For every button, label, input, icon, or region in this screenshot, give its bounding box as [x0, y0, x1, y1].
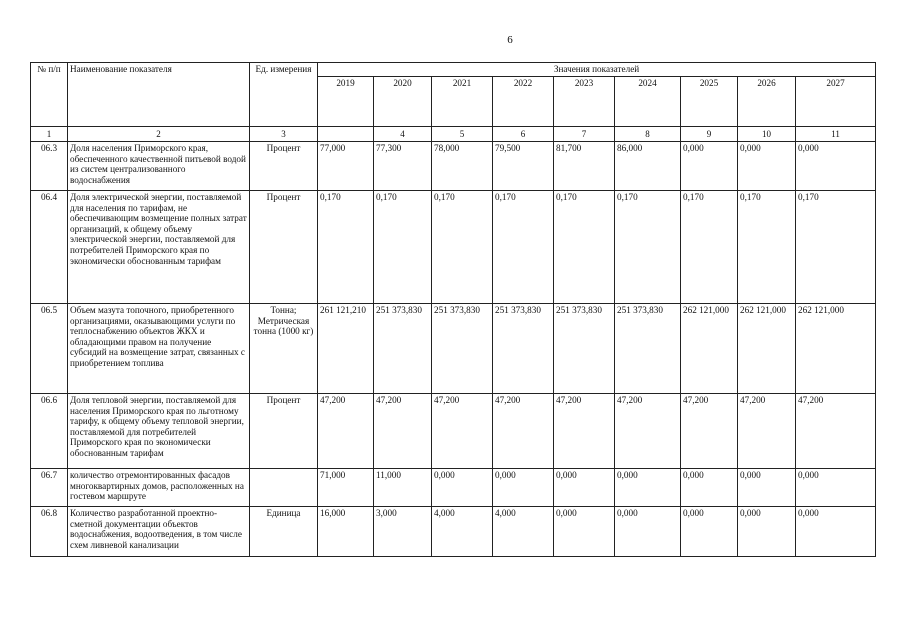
header-num: № п/п — [31, 63, 68, 127]
row-value: 0,000 — [493, 469, 554, 507]
row-value: 77,000 — [318, 142, 374, 191]
row-value: 0,000 — [432, 469, 493, 507]
row-name: Доля тепловой энергии, поставляемой для населения Приморского края по льготному тарифу, к общему объему тепловой энергии, поставляемой для потребителей Приморского края по экономически обоснованным тарифам — [68, 394, 250, 469]
column-index: 7 — [554, 127, 615, 142]
row-value: 0,170 — [615, 191, 681, 304]
header-year: 2025 — [681, 77, 738, 127]
row-value: 251 373,830 — [493, 304, 554, 394]
column-index: 4 — [374, 127, 432, 142]
row-value: 0,000 — [681, 507, 738, 557]
row-value: 71,000 — [318, 469, 374, 507]
row-value: 77,300 — [374, 142, 432, 191]
column-index: 6 — [493, 127, 554, 142]
header-year: 2024 — [615, 77, 681, 127]
column-index: 9 — [681, 127, 738, 142]
header-year: 2023 — [554, 77, 615, 127]
header-name: Наименование показателя — [68, 63, 250, 127]
row-value: 0,170 — [493, 191, 554, 304]
header-year: 2020 — [374, 77, 432, 127]
header-year: 2022 — [493, 77, 554, 127]
table-row — [31, 394, 876, 469]
row-value: 0,170 — [554, 191, 615, 304]
row-name: Доля населения Приморского края, обеспеченного качественной питьевой водой из систем централизованного водоснабжения — [68, 142, 250, 191]
row-value: 0,000 — [738, 507, 796, 557]
header-year: 2026 — [738, 77, 796, 127]
row-code: 06.8 — [31, 507, 68, 557]
row-value: 86,000 — [615, 142, 681, 191]
row-value: 0,000 — [738, 469, 796, 507]
row-value: 0,170 — [681, 191, 738, 304]
table-row — [31, 191, 876, 304]
column-index: 1 — [31, 127, 68, 142]
row-code: 06.6 — [31, 394, 68, 469]
row-name: Доля электрической энергии, поставляемой для населения по тарифам, не обеспечивающим возмещение полных затрат организаций, к общему объему электрической энергии, поставляемой для потребителей Приморского края по экономически обоснованным тарифам — [68, 191, 250, 304]
row-value: 47,200 — [738, 394, 796, 469]
row-code: 06.3 — [31, 142, 68, 191]
row-unit: Тонна; Метрическая тонна (1000 кг) — [250, 304, 318, 394]
row-value: 262 121,000 — [738, 304, 796, 394]
table-row — [31, 507, 876, 557]
row-value: 0,170 — [432, 191, 493, 304]
row-name: количество отремонтированных фасадов многоквартирных домов, расположенных на гостевом маршруте — [68, 469, 250, 507]
row-unit — [250, 469, 318, 507]
header-year: 2021 — [432, 77, 493, 127]
row-value: 0,000 — [554, 507, 615, 557]
row-value: 0,000 — [796, 507, 876, 557]
row-value: 262 121,000 — [796, 304, 876, 394]
column-index: 10 — [738, 127, 796, 142]
row-value: 0,170 — [738, 191, 796, 304]
column-index: 2 — [68, 127, 250, 142]
row-value: 11,000 — [374, 469, 432, 507]
row-value: 0,000 — [681, 469, 738, 507]
row-unit: Единица — [250, 507, 318, 557]
column-index: 5 — [432, 127, 493, 142]
column-index: 3 — [250, 127, 318, 142]
row-value: 0,000 — [738, 142, 796, 191]
row-value: 0,000 — [796, 469, 876, 507]
row-code: 06.4 — [31, 191, 68, 304]
row-value: 47,200 — [796, 394, 876, 469]
row-value: 4,000 — [493, 507, 554, 557]
row-value: 81,700 — [554, 142, 615, 191]
row-value: 47,200 — [432, 394, 493, 469]
row-value: 47,200 — [374, 394, 432, 469]
row-value: 251 373,830 — [432, 304, 493, 394]
row-unit: Процент — [250, 394, 318, 469]
row-value: 0,170 — [374, 191, 432, 304]
row-value: 0,000 — [615, 469, 681, 507]
table-row — [31, 469, 876, 507]
header-values-title: Значения показателей — [318, 63, 876, 77]
row-unit: Процент — [250, 191, 318, 304]
row-value: 0,000 — [796, 142, 876, 191]
row-code: 06.5 — [31, 304, 68, 394]
header-unit: Ед. измерения — [250, 63, 318, 127]
column-index: 8 — [615, 127, 681, 142]
row-value: 0,000 — [681, 142, 738, 191]
row-value: 251 373,830 — [615, 304, 681, 394]
table-body — [31, 142, 876, 557]
row-name: Количество разработанной проектно-сметной документации объектов водоснабжения, водоотведения, в том числе схем ливневой канализации — [68, 507, 250, 557]
row-value: 261 121,210 — [318, 304, 374, 394]
row-value: 0,000 — [615, 507, 681, 557]
row-value: 251 373,830 — [554, 304, 615, 394]
row-value: 0,170 — [796, 191, 876, 304]
table-header — [31, 63, 876, 142]
header-year: 2019 — [318, 77, 374, 127]
table-row — [31, 142, 876, 191]
table-row — [31, 304, 876, 394]
row-value: 0,000 — [554, 469, 615, 507]
row-value: 262 121,000 — [681, 304, 738, 394]
row-value: 47,200 — [615, 394, 681, 469]
row-unit: Процент — [250, 142, 318, 191]
header-year: 2027 — [796, 77, 876, 127]
row-value: 47,200 — [493, 394, 554, 469]
row-code: 06.7 — [31, 469, 68, 507]
indicators-table — [30, 62, 876, 557]
column-index — [318, 127, 374, 142]
row-value: 16,000 — [318, 507, 374, 557]
row-value: 3,000 — [374, 507, 432, 557]
row-value: 251 373,830 — [374, 304, 432, 394]
row-name: Объем мазута топочного, приобретенного организациями, оказывающими услуги по теплоснабжению объектов ЖКХ и обладающими правом на получение субсидий на возмещение затрат, связанных с приобретением топлива — [68, 304, 250, 394]
row-value: 47,200 — [681, 394, 738, 469]
row-value: 47,200 — [318, 394, 374, 469]
row-value: 47,200 — [554, 394, 615, 469]
column-index-row — [31, 127, 876, 142]
page-number: 6 — [507, 34, 513, 46]
row-value: 4,000 — [432, 507, 493, 557]
row-value: 78,000 — [432, 142, 493, 191]
row-value: 79,500 — [493, 142, 554, 191]
row-value: 0,170 — [318, 191, 374, 304]
column-index: 11 — [796, 127, 876, 142]
